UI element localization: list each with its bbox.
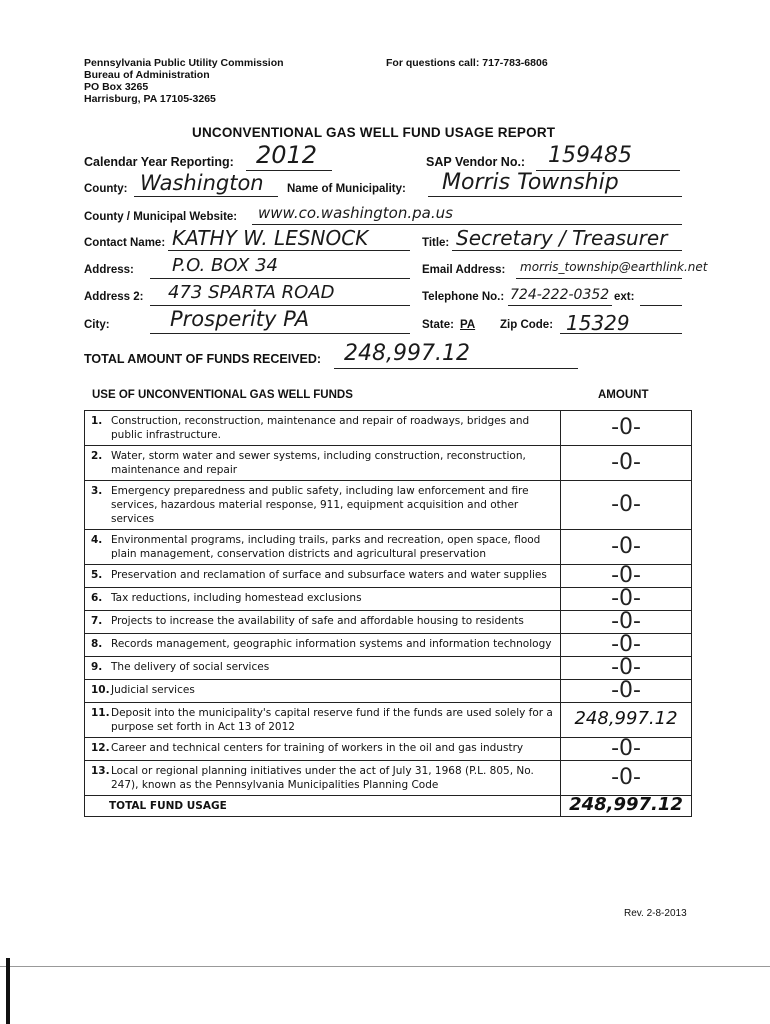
usage-number: 5. — [91, 569, 103, 581]
phone-label: Telephone No.: — [422, 291, 505, 303]
usage-text: Records management, geographic information systems and information technology — [111, 638, 552, 650]
fund-usage-table — [84, 410, 692, 817]
amount-column-header: AMOUNT — [598, 389, 649, 401]
usage-row — [85, 481, 692, 530]
usage-description — [85, 703, 561, 738]
usage-text: Local or regional planning initiatives under the act of July 31, 1968 (P.L. 805, No. 247), known as the Pennsylvania Municipalities Planning Code — [111, 765, 534, 791]
phone-value[interactable]: 724-222-0352 — [510, 287, 610, 303]
usage-amount[interactable] — [561, 703, 692, 738]
revision-date: Rev. 2-8-2013 — [624, 908, 687, 919]
usage-description — [85, 411, 561, 446]
state-value: PA — [460, 319, 476, 331]
zero-mark: -0- — [611, 492, 641, 517]
usage-amount[interactable] — [561, 738, 692, 761]
usage-row — [85, 703, 692, 738]
agency-address — [84, 57, 284, 105]
zero-mark: -0- — [611, 632, 641, 657]
zero-mark: -0- — [611, 534, 641, 559]
usage-number: 3. — [91, 485, 103, 497]
usage-amount[interactable] — [561, 634, 692, 657]
county-label: County: — [84, 183, 128, 195]
usage-amount[interactable] — [561, 530, 692, 565]
usage-description — [85, 738, 561, 761]
website-value[interactable]: www.co.washington.pa.us — [258, 204, 453, 222]
usage-row — [85, 411, 692, 446]
usage-number: 12. — [91, 742, 110, 754]
usage-row — [85, 530, 692, 565]
usage-text: Environmental programs, including trails, parks and recreation, open space, flood plain management, conservation districts and agricultural preservation — [111, 534, 541, 560]
usage-number: 9. — [91, 661, 103, 673]
usage-number: 11. — [91, 707, 110, 719]
usage-number: 13. — [91, 765, 110, 777]
usage-description — [85, 761, 561, 796]
municipality-label: Name of Municipality: — [287, 183, 406, 195]
usage-row — [85, 565, 692, 588]
usage-number: 4. — [91, 534, 103, 546]
zero-mark: -0- — [611, 736, 641, 761]
usage-row — [85, 446, 692, 481]
usage-text: Judicial services — [111, 684, 195, 696]
usage-row — [85, 588, 692, 611]
total-received-label: TOTAL AMOUNT OF FUNDS RECEIVED: — [84, 352, 322, 366]
usage-row — [85, 611, 692, 634]
zero-mark: -0- — [611, 609, 641, 634]
usage-number: 7. — [91, 615, 103, 627]
usage-description — [85, 680, 561, 703]
address-label: Address: — [84, 264, 134, 276]
usage-row — [85, 657, 692, 680]
usage-description — [85, 611, 561, 634]
total-usage-row — [85, 796, 692, 817]
amount-value: 248,997.12 — [574, 708, 678, 729]
usage-amount[interactable] — [561, 481, 692, 530]
usage-description — [85, 446, 561, 481]
usage-number: 2. — [91, 450, 103, 462]
report-title: UNCONVENTIONAL GAS WELL FUND USAGE REPORT — [192, 125, 556, 140]
municipality-value[interactable]: Morris Township — [442, 170, 619, 195]
city-value[interactable]: Prosperity PA — [170, 307, 310, 331]
year-value[interactable]: 2012 — [256, 141, 318, 169]
usage-description — [85, 530, 561, 565]
usage-number: 1. — [91, 415, 103, 427]
county-value[interactable]: Washington — [140, 171, 264, 195]
usage-amount[interactable] — [561, 680, 692, 703]
usage-amount[interactable] — [561, 588, 692, 611]
questions-phone: For questions call: 717-783-6806 — [386, 57, 548, 69]
usage-amount[interactable] — [561, 761, 692, 796]
zip-label: Zip Code: — [500, 319, 554, 331]
contact-label: Contact Name: — [84, 237, 166, 249]
sap-label: SAP Vendor No.: — [426, 155, 526, 169]
zero-mark: -0- — [611, 678, 641, 703]
usage-row — [85, 738, 692, 761]
usage-amount[interactable] — [561, 611, 692, 634]
zero-mark: -0- — [611, 563, 641, 588]
usage-text: Deposit into the municipality's capital reserve fund if the funds are used solely for a purpose set forth in Act 13 of 2012 — [111, 707, 553, 733]
sap-value[interactable]: 159485 — [548, 143, 632, 168]
email-value[interactable]: morris_township@earthlink.net — [520, 260, 708, 274]
email-label: Email Address: — [422, 264, 506, 276]
usage-text: Emergency preparedness and public safety, including law enforcement and fire services, hazardous material response, 911, equipment acquisition and other services — [111, 485, 529, 525]
usage-text: The delivery of social services — [111, 661, 270, 673]
zero-mark: -0- — [611, 450, 641, 475]
usage-description — [85, 565, 561, 588]
state-label: State: — [422, 319, 454, 331]
usage-amount[interactable] — [561, 657, 692, 680]
zip-value[interactable]: 15329 — [566, 311, 630, 335]
usage-amount[interactable] — [561, 565, 692, 588]
zero-mark: -0- — [611, 586, 641, 611]
scan-edge-bar — [6, 958, 10, 1024]
city-label: City: — [84, 319, 110, 331]
usage-text: Tax reductions, including homestead exclusions — [111, 592, 362, 604]
total-usage-label: TOTAL FUND USAGE — [85, 796, 561, 817]
usage-text: Career and technical centers for training of workers in the oil and gas industry — [111, 742, 524, 754]
usage-text: Construction, reconstruction, maintenance and repair of roadways, bridges and public infrastructure. — [111, 415, 530, 441]
website-label: County / Municipal Website: — [84, 211, 238, 223]
address2-label: Address 2: — [84, 291, 144, 303]
usage-row — [85, 680, 692, 703]
usage-number: 8. — [91, 638, 103, 650]
total-usage-amount[interactable]: 248,997.12 — [561, 796, 692, 817]
agency-name: Pennsylvania Public Utility Commission — [84, 57, 284, 69]
po-box: PO Box 3265 — [84, 81, 149, 93]
address2-value[interactable]: 473 SPARTA ROAD — [168, 282, 335, 303]
zero-mark: -0- — [611, 655, 641, 680]
usage-number: 6. — [91, 592, 103, 604]
ext-label: ext: — [614, 291, 635, 303]
usage-text: Preservation and reclamation of surface and subsurface waters and water supplies — [111, 569, 547, 581]
agency-city: Harrisburg, PA 17105-3265 — [84, 93, 216, 105]
usage-number: 10. — [91, 684, 110, 696]
usage-description — [85, 634, 561, 657]
zero-mark: -0- — [611, 765, 641, 790]
scan-edge-line — [0, 966, 770, 967]
title-label: Title: — [422, 237, 450, 249]
usage-description — [85, 588, 561, 611]
contact-value[interactable]: KATHY W. LESNOCK — [172, 226, 369, 250]
bureau-name: Bureau of Administration — [84, 69, 210, 81]
year-label: Calendar Year Reporting: — [84, 155, 234, 169]
usage-amount[interactable] — [561, 411, 692, 446]
address-value[interactable]: P.O. BOX 34 — [172, 255, 278, 276]
usage-description — [85, 657, 561, 680]
usage-row — [85, 761, 692, 796]
usage-text: Water, storm water and sewer systems, including construction, reconstruction, maintenance and repair — [111, 450, 526, 476]
zero-mark: -0- — [611, 415, 641, 440]
usage-description — [85, 481, 561, 530]
use-column-header: USE OF UNCONVENTIONAL GAS WELL FUNDS — [92, 389, 353, 401]
title-value[interactable]: Secretary / Treasurer — [456, 226, 668, 250]
usage-text: Projects to increase the availability of safe and affordable housing to residents — [111, 615, 524, 627]
total-received-value[interactable]: 248,997.12 — [344, 341, 470, 366]
usage-amount[interactable] — [561, 446, 692, 481]
usage-row — [85, 634, 692, 657]
